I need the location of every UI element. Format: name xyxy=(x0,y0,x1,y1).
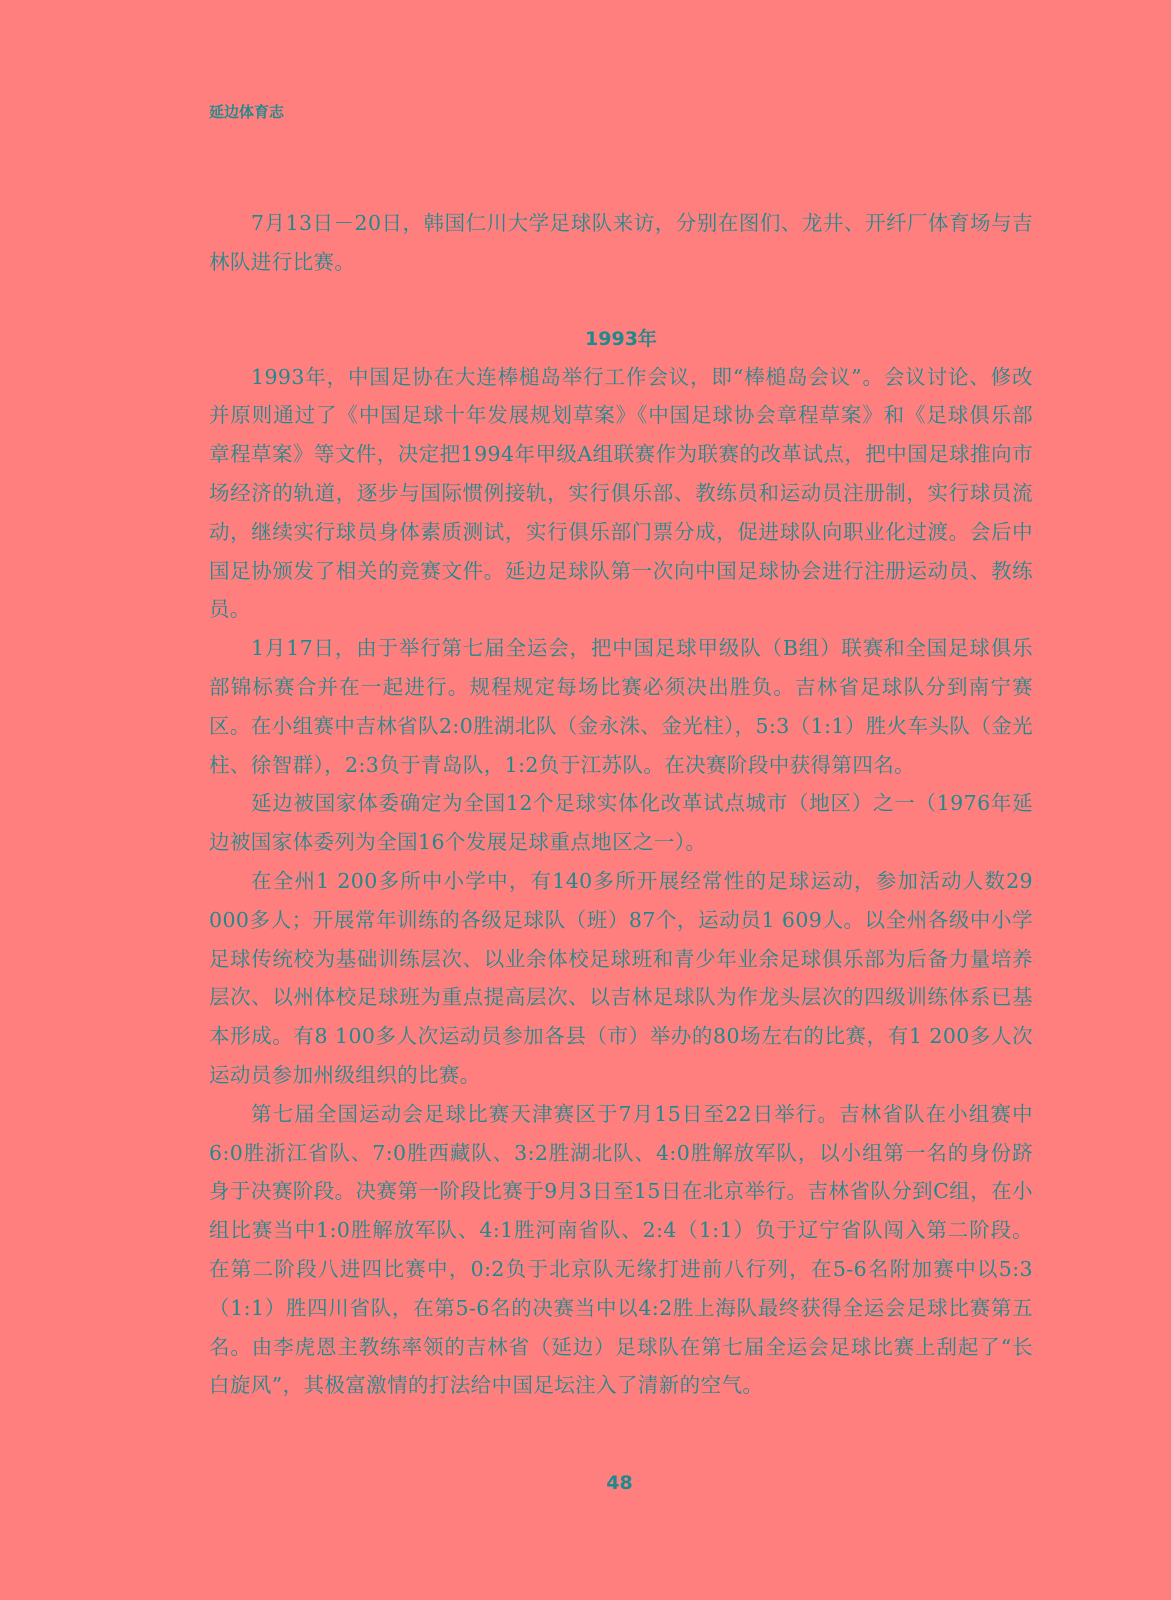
paragraph-5: 第七届全国运动会足球比赛天津赛区于7月15日至22日举行。吉林省队在小组赛中6:0胜浙江省队、7:0胜西藏队、3:2胜湖北队、4:0胜解放军队，以小组第一名的身份跻身于决赛阶段。决赛第一阶段比赛于9月3日至15日在北京举行。吉林省队分到C组，在小组比赛当中1:0胜解放军队、4:1胜河南省队、2:4（1:1）负于辽宁省队闯入第二阶段。在第二阶段八进四比赛中，0:2负于北京队无缘打进前八行列，在5-6名附加赛中以5:3（1:1）胜四川省队，在第5-6名的决赛当中以4:2胜上海队最终获得全运会足球比赛第五名。由李虎恩主教练率领的吉林省（延边）足球队在第七届全运会足球比赛上刮起了“长白旋风”，其极富激情的打法给中国足坛注入了清新的空气。 xyxy=(209,1101,1033,1398)
section-heading: 1993年 xyxy=(585,327,657,350)
paragraph-4: 在全州1 200多所中小学中，有140多所开展经常性的足球运动，参加活动人数29 000多人；开展常年训练的各级足球队（班）87个，运动员1 609人。以全州各级中小学足球传统校为基础训练层次、以业余体校足球班和青少年业余足球俱乐部为后备力量培养层次、以州体校足球班为重点提高层次、以吉林足球队为作龙头层次的四级训练体系已基本形成。有8 100多人次运动员参加各县（市）举办的80场左右的比赛，有1 200多人次运动员参加州级组织的比赛。 xyxy=(209,868,1033,1087)
paragraph-2: 1月17日，由于举行第七届全运会，把中国足球甲级队（B组）联赛和全国足球俱乐部锦标赛合并在一起进行。规程规定每场比赛必须决出胜负。吉林省足球队分到南宁赛区。在小组赛中吉林省队2:0胜湖北队（金永洙、金光柱），5:3（1:1）胜火车头队（金光柱、徐智群），2:3负于青岛队，1:2负于江苏队。在决赛阶段中获得第四名。 xyxy=(209,636,1033,777)
body-text xyxy=(209,204,1033,1405)
paragraph-1: 1993年，中国足协在大连棒槌岛举行工作会议，即“棒槌岛会议”。会议讨论、修改并原则通过了《中国足球十年发展规划草案》《中国足球协会章程草案》和《足球俱乐部章程草案》等文件，决定把1994年甲级A组联赛作为联赛的改革试点，把中国足球推向市场经济的轨道，逐步与国际惯例接轨，实行俱乐部、教练员和运动员注册制，实行球员流动，继续实行球员身体素质测试，实行俱乐部门票分成，促进球队向职业化过渡。会后中国足协颁发了相关的竞赛文件。延边足球队第一次向中国足球协会进行注册运动员、教练员。 xyxy=(209,364,1033,622)
intro-paragraph: 7月13日－20日，韩国仁川大学足球队来访，分别在图们、龙井、开纤厂体育场与吉林队进行比赛。 xyxy=(209,211,1033,274)
page-number: 48 xyxy=(606,1472,633,1494)
running-header: 延边体育志 xyxy=(209,103,285,121)
paragraph-3: 延边被国家体委确定为全国12个足球实体化改革试点城市（地区）之一（1976年延边被国家体委列为全国16个发展足球重点地区之一）。 xyxy=(209,791,1033,855)
